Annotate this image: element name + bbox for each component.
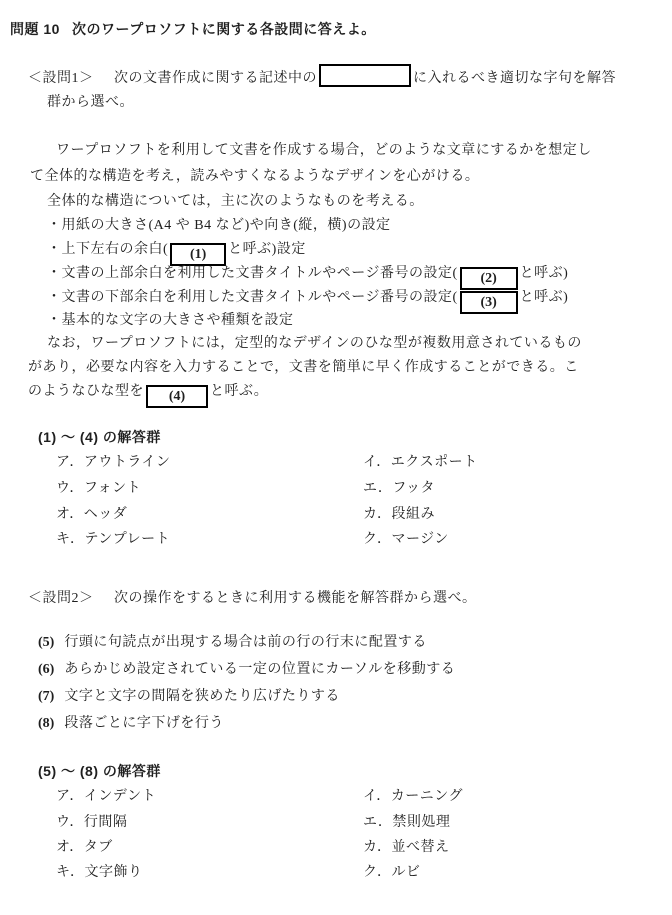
q2-heading bbox=[28, 588, 477, 610]
problem-number: 問題 10 bbox=[10, 21, 60, 37]
answer-blank-3: (3) bbox=[460, 291, 518, 314]
q1-heading-before: 次の文書作成に関する記述中の bbox=[99, 71, 317, 86]
q2-heading-text: 次の操作をするときに利用する機能を解答群から選べ。 bbox=[99, 591, 477, 606]
q1-bullet-header-after: と呼ぶ) bbox=[519, 266, 569, 281]
q2-option-a: ア．インデント bbox=[56, 789, 157, 804]
q2-option-ka: カ．並べ替え bbox=[363, 840, 450, 855]
q1-intro-line3: 全体的な構造については，主に次のようなものを考える。 bbox=[47, 194, 424, 209]
q1-bullet-font: ・基本的な文字の大きさや種類を設定 bbox=[47, 313, 294, 328]
q2-item-8 bbox=[38, 713, 224, 735]
q1-bullet-paper: ・用紙の大きさ(A4 や B4 など)や向き(縦，横)の設定 bbox=[47, 218, 391, 233]
q1-outro-line3-before: のようなひな型を bbox=[28, 384, 144, 399]
q1-option-i: イ．エクスポート bbox=[363, 455, 478, 470]
q2-answer-group-heading: (5) ～ (8) の解答群 bbox=[38, 763, 161, 779]
q1-heading-tag: ＜設問1＞ bbox=[28, 71, 94, 86]
q2-item-6-text: あらかじめ設定されている一定の位置にカーソルを移動する bbox=[64, 662, 456, 677]
q1-outro-line3-after: と呼ぶ。 bbox=[210, 384, 269, 399]
q1-blank-box bbox=[319, 64, 411, 87]
q2-item-5-number: (5) bbox=[38, 635, 55, 650]
q2-option-i: イ．カーニング bbox=[363, 789, 463, 804]
q1-intro-line1: ワープロソフトを利用して文書を作成する場合，どのような文章にするかを想定し bbox=[56, 143, 592, 158]
q1-outro-line1: なお，ワープロソフトには，定型的なデザインのひな型が複数用意されているもの bbox=[47, 336, 582, 351]
q1-option-a: ア．アウトライン bbox=[56, 455, 171, 470]
q2-item-7-text: 文字と文字の間隔を狭めたり広げたりする bbox=[64, 689, 340, 704]
q1-bullet-margin-after: と呼ぶ)設定 bbox=[228, 242, 306, 257]
q2-option-u: ウ．行間隔 bbox=[56, 815, 128, 830]
q2-item-7-number: (7) bbox=[38, 689, 55, 704]
answer-blank-2: (2) bbox=[460, 267, 518, 290]
q1-bullet-header-before: ・文書の上部余白を利用した文書タイトルやページ番号の設定( bbox=[47, 266, 458, 281]
q2-option-e: エ．禁則処理 bbox=[363, 815, 451, 830]
q1-option-ki: キ．テンプレート bbox=[56, 532, 171, 547]
q1-intro-line2: て全体的な構造を考え，読みやすくなるようなデザインを心がける。 bbox=[30, 169, 480, 184]
q2-item-6 bbox=[38, 659, 455, 681]
q2-option-o: オ．タブ bbox=[56, 840, 113, 855]
q1-option-ka: カ．段組み bbox=[363, 507, 435, 522]
q1-option-e: エ．フッタ bbox=[363, 481, 435, 496]
q2-item-8-number: (8) bbox=[38, 716, 55, 731]
q2-heading-tag: ＜設問2＞ bbox=[28, 591, 94, 606]
q1-bullet-footer-after: と呼ぶ) bbox=[519, 290, 569, 305]
answer-blank-4: (4) bbox=[146, 385, 208, 408]
q1-bullet-header bbox=[47, 263, 568, 290]
problem-title bbox=[10, 18, 376, 40]
q2-item-7 bbox=[38, 686, 340, 708]
q2-item-6-number: (6) bbox=[38, 662, 55, 677]
q1-bullet-footer-before: ・文書の下部余白を利用した文書タイトルやページ番号の設定( bbox=[47, 290, 458, 305]
q2-item-8-text: 段落ごとに字下げを行う bbox=[64, 716, 224, 731]
q2-option-ki: キ．文字飾り bbox=[56, 865, 143, 880]
q2-item-5-text: 行頭に句読点が出現する場合は前の行の行末に配置する bbox=[64, 635, 427, 650]
q2-option-ku: ク．ルビ bbox=[363, 865, 421, 880]
q1-outro-line3 bbox=[28, 381, 268, 408]
q1-heading-line2: 群から選べ。 bbox=[47, 95, 134, 110]
q1-heading-after: に入れるべき適切な字句を解答 bbox=[413, 71, 616, 86]
q1-outro-line2: があり，必要な内容を入力することで，文書を簡単に早く作成することができる。こ bbox=[28, 360, 579, 375]
q1-heading-line1 bbox=[28, 64, 616, 90]
q1-option-u: ウ．フォント bbox=[56, 481, 142, 496]
answer-blank-1: (1) bbox=[170, 243, 226, 266]
q1-option-ku: ク．マージン bbox=[363, 532, 449, 547]
q1-option-o: オ．ヘッダ bbox=[56, 507, 128, 522]
q1-bullet-margin-before: ・上下左右の余白( bbox=[47, 242, 169, 257]
q1-answer-group-heading: (1) ～ (4) の解答群 bbox=[38, 429, 161, 445]
problem-title-text: 次のワープロソフトに関する各設問に答えよ。 bbox=[71, 21, 376, 37]
q2-item-5 bbox=[38, 632, 427, 654]
q1-bullet-margin bbox=[47, 239, 306, 266]
